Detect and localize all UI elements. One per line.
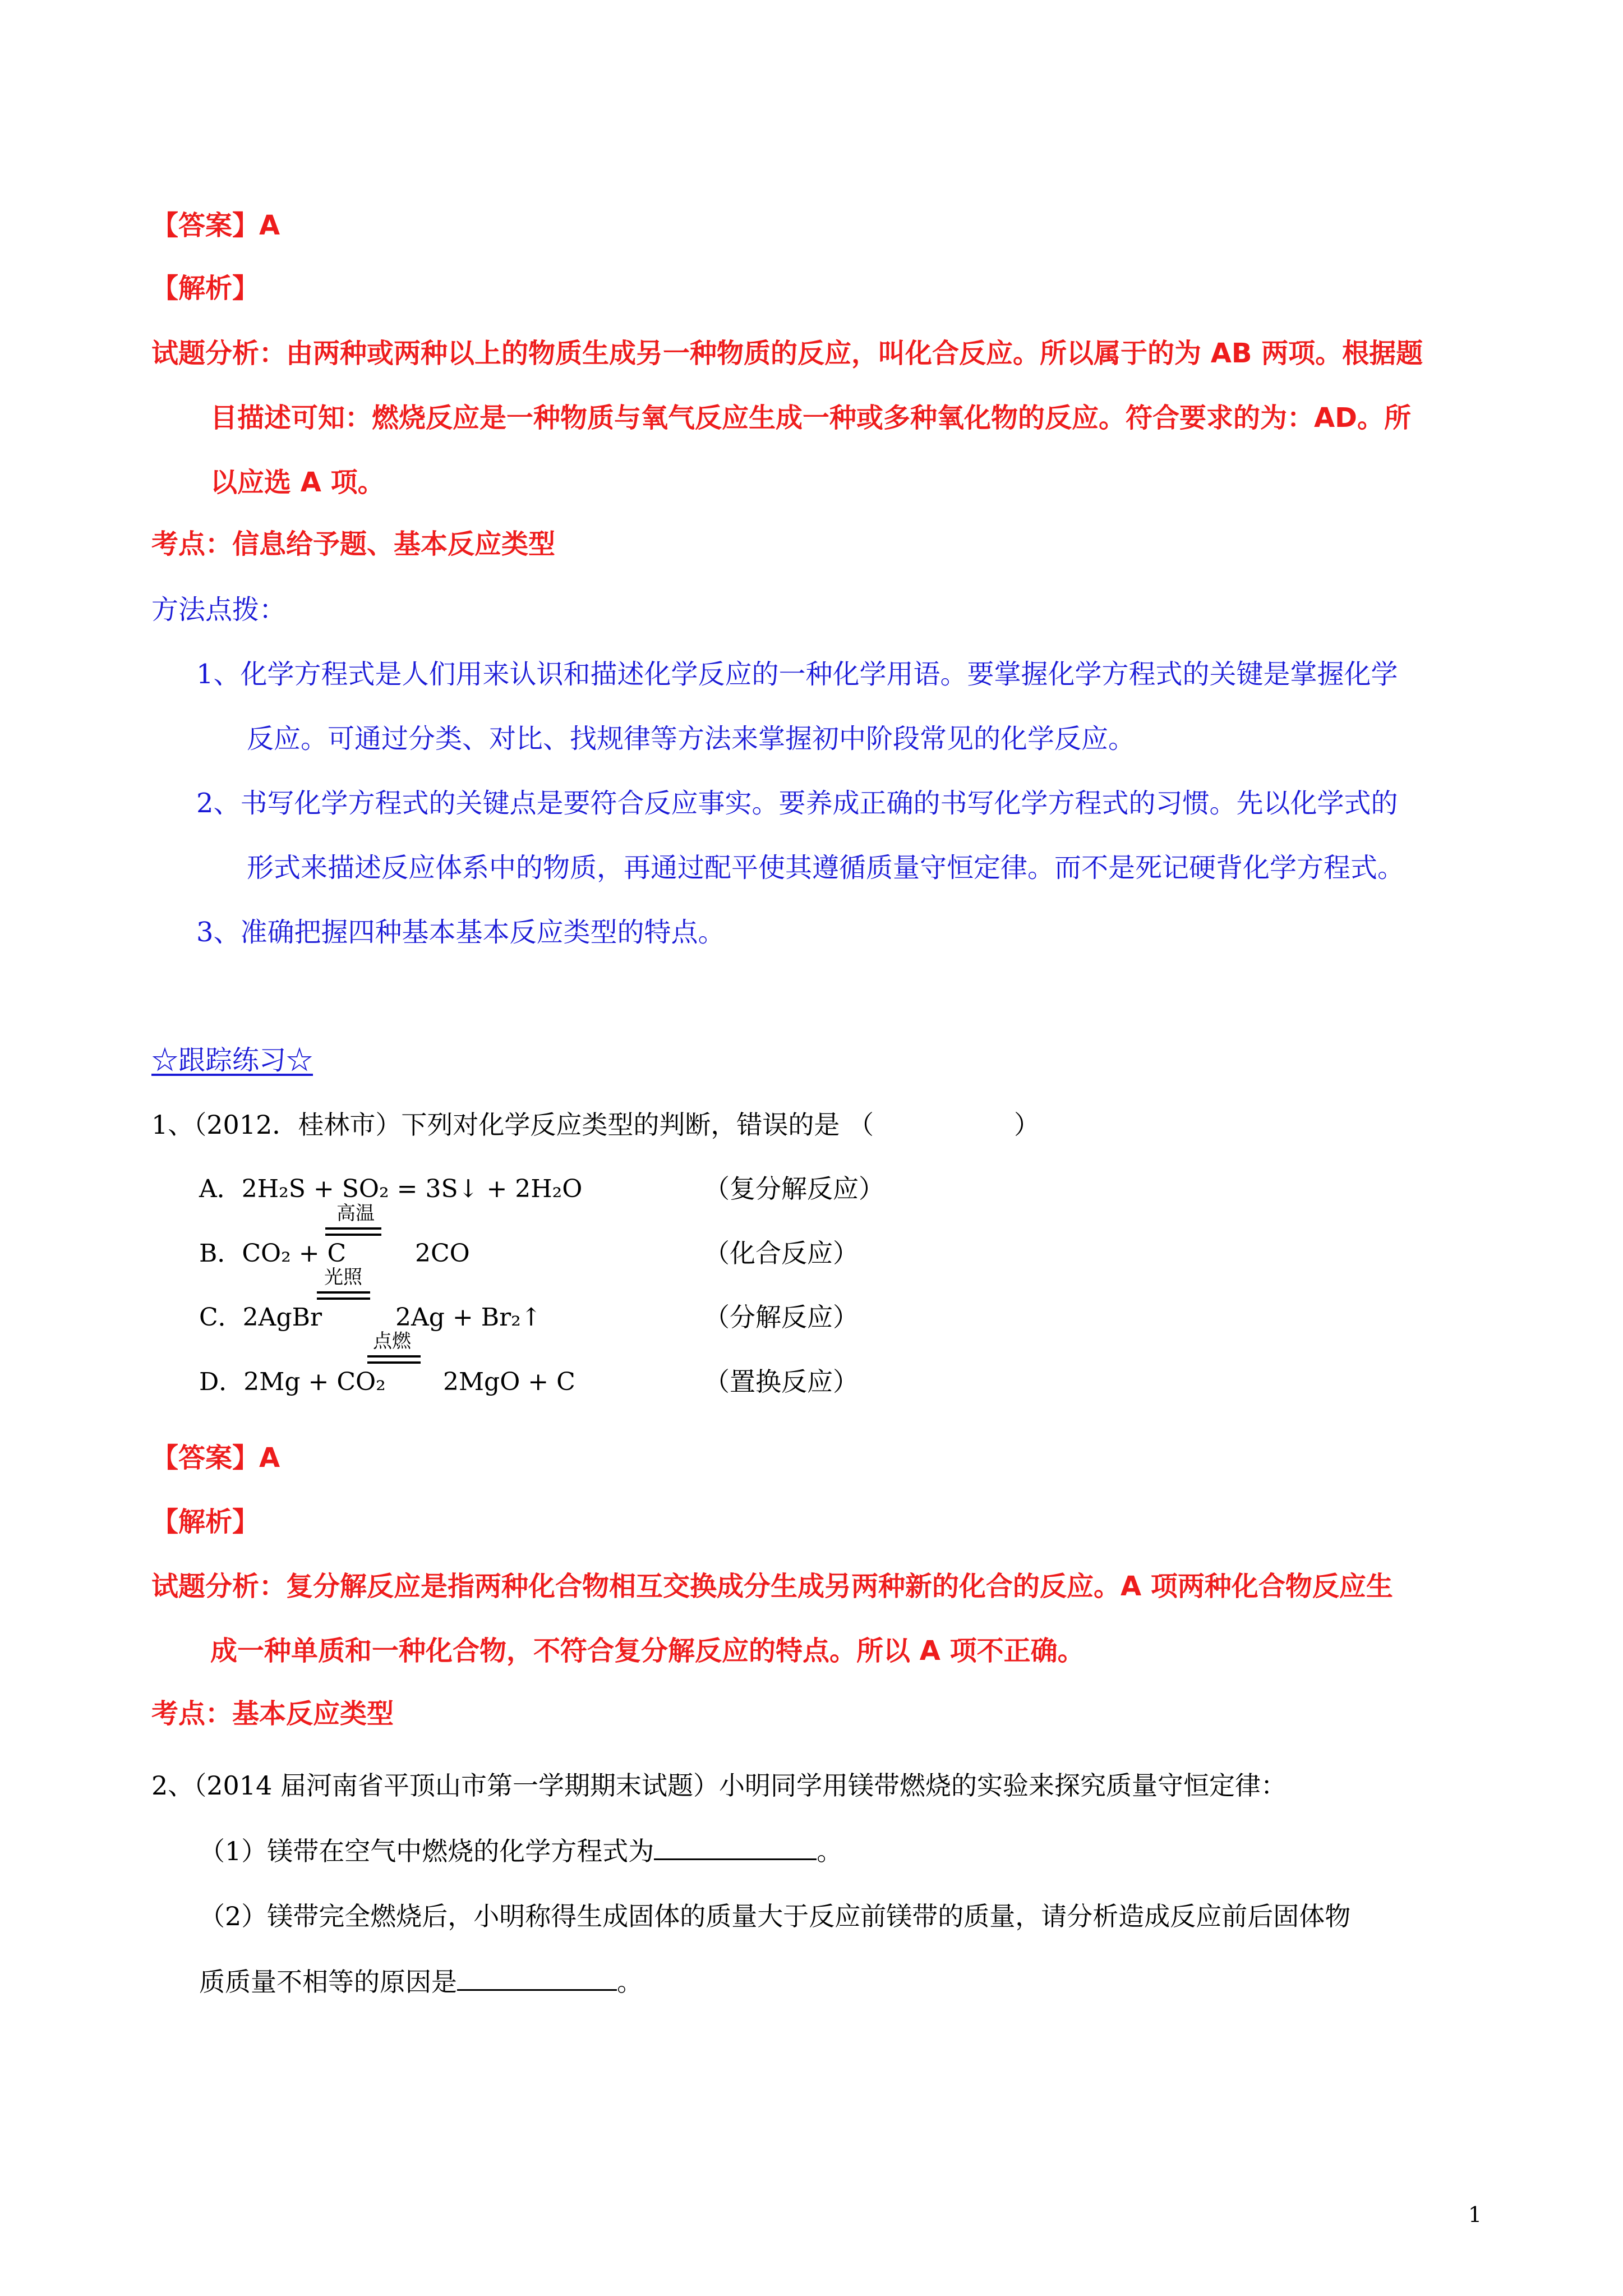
q2-part-2-blank[interactable] [457,1987,617,1991]
q1-stem-close: ） [1013,1110,1040,1140]
option-d-condition: 点燃 [373,1330,411,1352]
page-number: 1 [1468,2202,1482,2227]
analysis-line-1: 试题分析：由两种或两种以上的物质生成另一种物质的反应，叫化合反应。所以属于的为 AB 两项。根据题 [151,338,1423,369]
q1-option-b [199,1241,346,1266]
q1-analysis-line-1: 试题分析：复分解反应是指两种化合物相互交换成分生成另两种新的化合的反应。A 项两种化合物反应生 [151,1571,1393,1602]
q2-stem: 2、（2014 届河南省平顶山市第一学期期末试题）小明同学用镁带燃烧的实验来探究质量守恒定律： [151,1770,1287,1801]
q2-part-1-text: （1）镁带在空气中燃烧的化学方程式为 [199,1836,654,1866]
option-c-type: （分解反应） [704,1302,859,1332]
q1-stem [151,1112,1040,1138]
option-b-equals-bar-bottom [325,1234,381,1236]
option-d-label: D． [199,1368,244,1396]
option-c-condition: 光照 [324,1266,362,1289]
q2-part-1-end: 。 [817,1836,843,1866]
q1-option-a [199,1177,582,1202]
q1-answer-value: A [259,1442,280,1474]
q1-analysis-label: 【解析】 [151,1506,260,1538]
option-b-rhs: 2CO [415,1239,470,1268]
q1-option-d [199,1370,386,1395]
method-line-5: 3、准确把握四种基本基本反应类型的特点。 [196,917,725,948]
option-b-lhs: CO₂ + C [242,1239,347,1268]
q2-part-2-line-1: （2）镁带完全燃烧后，小明称得生成固体的质量大于反应前镁带的质量，请分析造成反应前后固体物 [199,1901,1351,1931]
answer-label: 【答案】 [151,210,260,241]
method-line-2: 反应。可通过分类、对比、找规律等方法来掌握初中阶段常见的化学反应。 [247,723,1136,754]
q1-answer-heading [151,1442,280,1474]
option-c-equals-bar-bottom [317,1297,370,1300]
option-c-rhs: 2Ag + Br₂↑ [395,1303,542,1332]
option-a-equation: 2H₂S + SO₂ = 3S↓ + 2H₂O [241,1175,583,1203]
kaodian-1: 考点：信息给予题、基本反应类型 [151,528,556,560]
option-b-equals-bar-top [325,1227,381,1230]
option-b-type: （化合反应） [704,1238,859,1268]
q2-part-2-text: 质质量不相等的原因是 [199,1967,457,1997]
analysis-label: 【解析】 [151,273,260,304]
option-c-equals-bar-top [317,1291,370,1294]
option-a-label: A． [199,1175,242,1203]
q1-analysis-line-2: 成一种单质和一种化合物，不符合复分解反应的特点。所以 A 项不正确。 [210,1635,1085,1667]
q2-part-2-line-2 [199,1969,643,1995]
option-b-label: B． [199,1239,242,1268]
q1-stem-text: 1、（2012．桂林市）下列对化学反应类型的判断，错误的是 （ [151,1110,874,1140]
answer-heading [151,212,280,239]
option-c-label: C． [199,1303,243,1332]
q2-part-2-end: 。 [617,1967,643,1997]
option-a-type: （复分解反应） [704,1174,884,1204]
option-d-equals-bar-bottom [367,1361,421,1364]
option-b-condition: 高温 [336,1202,375,1225]
practice-title: ☆跟踪练习☆ [151,1045,313,1076]
q2-part-1-blank[interactable] [654,1856,817,1860]
option-d-type: （置换反应） [704,1366,859,1397]
option-d-rhs: 2MgO + C [443,1368,575,1396]
q1-kaodian: 考点：基本反应类型 [151,1698,394,1729]
option-d-lhs: 2Mg + CO₂ [243,1368,386,1396]
q1-option-c [199,1305,322,1330]
method-line-4: 形式来描述反应体系中的物质，再通过配平使其遵循质量守恒定律。而不是死记硬背化学方程式。 [247,852,1405,884]
q2-part-1 [199,1838,842,1864]
method-title: 方法点拨： [151,594,287,625]
q1-answer-label: 【答案】 [151,1442,260,1474]
option-c-lhs: 2AgBr [242,1303,322,1332]
method-line-3: 2、书写化学方程式的关键点是要符合反应事实。要养成正确的书写化学方程式的习惯。先以化学式的 [196,788,1398,819]
analysis-line-2: 目描述可知：燃烧反应是一种物质与氧气反应生成一种或多种氧化物的反应。符合要求的为：AD。所 [210,402,1411,434]
option-d-equals-bar-top [367,1355,421,1358]
answer-value: A [259,210,280,241]
analysis-line-3: 以应选 A 项。 [210,467,385,498]
method-line-1: 1、化学方程式是人们用来认识和描述化学反应的一种化学用语。要掌握化学方程式的关键是掌握化学 [196,659,1398,690]
